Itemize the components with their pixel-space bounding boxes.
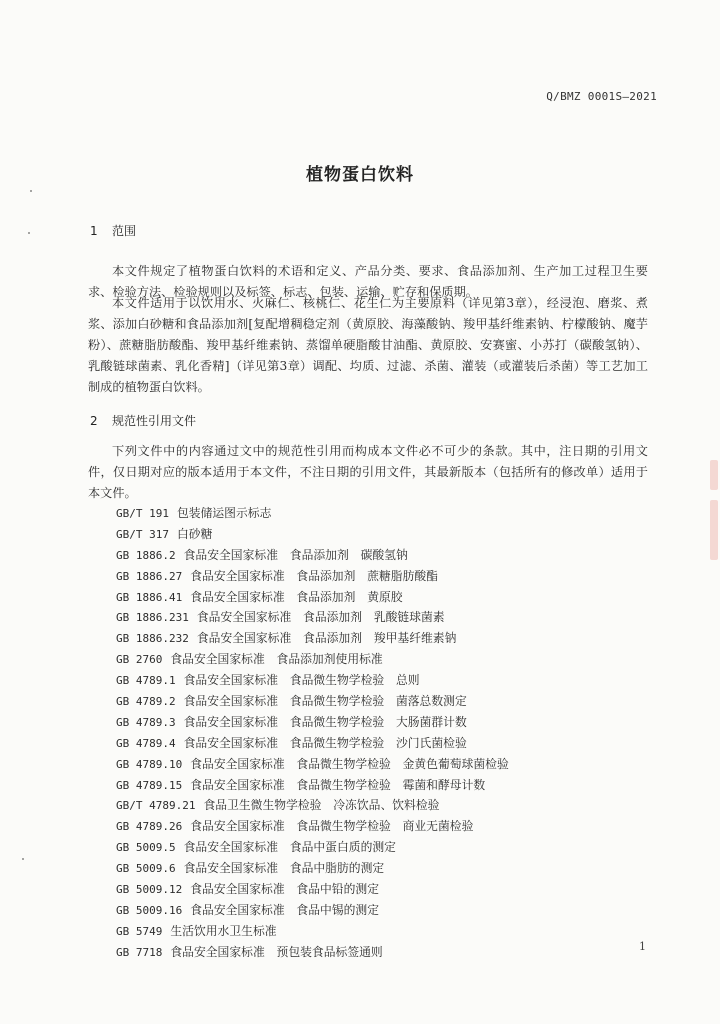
scan-speck [28,232,30,234]
document-title: 植物蛋白饮料 [306,165,414,185]
reference-item: GB 7718 食品安全国家标准 预包装食品标签通则 [116,944,383,959]
seal-edge-mark [710,460,718,490]
section-2-intro: 下列文件中的内容通过文中的规范性引用而构成本文件必不可少的条款。其中，注日期的引用文件，仅日期对应的版本适用于本文件，不注日期的引用文件，其最新版本（包括所有的修改单）适用于本文件。 [88,444,648,500]
reference-item: GB 1886.41 食品安全国家标准 食品添加剂 黄原胶 [116,589,403,604]
section-1-paragraph-1: 本文件规定了植物蛋白饮料的术语和定义、产品分类、要求、食品添加剂、生产加工过程卫生要求、检验方法、检验规则以及标签、标志、包装、运输、贮存和保质期。 [88,264,648,299]
reference-item: GB 1886.232 食品安全国家标准 食品添加剂 羧甲基纤维素钠 [116,631,457,646]
reference-item: GB 1886.27 食品安全国家标准 食品添加剂 蔗糖脂肪酸酯 [116,568,438,583]
scan-speck [30,190,32,192]
reference-item: GB 4789.10 食品安全国家标准 食品微生物学检验 金黄色葡萄球菌检验 [116,756,509,771]
reference-item: GB/T 4789.21 食品卫生微生物学检验 冷冻饮品、饮料检验 [116,798,440,813]
reference-item: GB 5009.12 食品安全国家标准 食品中铅的测定 [116,882,379,897]
seal-edge-mark [710,500,718,560]
reference-list [116,503,509,963]
reference-item: GB 4789.1 食品安全国家标准 食品微生物学检验 总则 [116,673,420,688]
reference-item: GB 4789.15 食品安全国家标准 食品微生物学检验 霉菌和酵母计数 [116,777,486,792]
section-1-heading [90,222,136,239]
reference-item: GB/T 191 包装储运图示标志 [116,506,272,520]
reference-item: GB 4789.3 食品安全国家标准 食品微生物学检验 大肠菌群计数 [116,714,467,729]
standard-code: Q/BMZ 0001S—2021 [546,90,657,103]
section-1-paragraph-2: 本文件适用于以饮用水、火麻仁、核桃仁、花生仁为主要原料（详见第3章），经浸泡、磨浆、煮浆、添加白砂糖和食品添加剂[复配增稠稳定剂（黄原胶、海藻酸钠、羧甲基纤维素钠、柠檬酸钠、魔芋粉）、蔗糖脂肪酸酯、羧甲基纤维素钠、蒸馏单硬脂酸甘油酯、黄原胶、安赛蜜、小苏打（碳酸氢钠）、乳酸链球菌素、乳化香精]（详见第3章）调配、均质、过滤、杀菌、灌装（或灌装后杀菌）等工艺加工制成的植物蛋白饮料。 [88,296,648,394]
page-number: 1 [639,940,646,953]
reference-item: GB 4789.26 食品安全国家标准 食品微生物学检验 商业无菌检验 [116,819,474,834]
scan-speck [22,858,24,860]
reference-item: GB/T 317 白砂糖 [116,526,213,541]
reference-item: GB 4789.2 食品安全国家标准 食品微生物学检验 菌落总数测定 [116,694,467,709]
reference-item: GB 5009.5 食品安全国家标准 食品中蛋白质的测定 [116,840,396,855]
section-2-heading [90,412,196,429]
reference-item: GB 5749 生活饮用水卫生标准 [116,923,277,938]
reference-item: GB 5009.16 食品安全国家标准 食品中锡的测定 [116,902,379,917]
reference-item: GB 2760 食品安全国家标准 食品添加剂使用标准 [116,652,383,667]
section-2-number: 2 [90,414,98,428]
reference-item: GB 1886.231 食品安全国家标准 食品添加剂 乳酸链球菌素 [116,610,445,625]
reference-item: GB 4789.4 食品安全国家标准 食品微生物学检验 沙门氏菌检验 [116,735,467,750]
reference-item: GB 1886.2 食品安全国家标准 食品添加剂 碳酸氢钠 [116,547,408,562]
section-1-number: 1 [90,224,98,238]
section-1-title: 范围 [112,224,137,238]
reference-item: GB 5009.6 食品安全国家标准 食品中脂肪的测定 [116,861,385,876]
section-2-title: 规范性引用文件 [112,414,197,428]
